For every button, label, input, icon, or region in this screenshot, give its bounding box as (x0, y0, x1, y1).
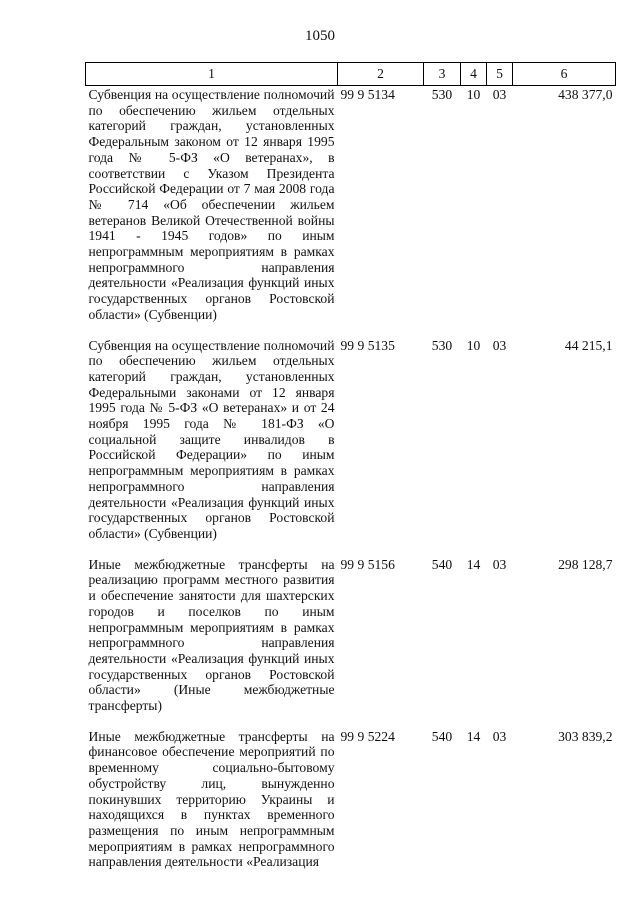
table-header-row (86, 63, 616, 86)
row-subsection: 03 (492, 728, 507, 744)
column-header-2: 2 (338, 63, 424, 86)
table-row (86, 556, 616, 728)
row-description: Субвенция на осуществление полномочий по обеспечению жильем отдельных категорий граждан, установленных Федеральным законом от 12 января 1995 года № 5-ФЗ «О ветеранах», в соответствии с Указом Президента Российской Федерации от 7 мая 2008 года № 714 «Об обеспечении жильем ветеранов Великой Отечественной войны 1941 - 1945 годов» по иным непрограммным мероприятиям в рамках непрограммного направления деятельности «Реализация функций иных государственных органов Ростовской области» (Субвенции) (88, 87, 335, 322)
row-section: 14 (466, 728, 481, 744)
page-number: 1050 (305, 28, 335, 44)
row-target-code: 99 9 5156 (340, 556, 395, 572)
column-header-1: 1 (86, 63, 338, 86)
budget-table (85, 62, 616, 884)
row-target-code: 99 9 5135 (340, 337, 395, 353)
row-description: Субвенция на осуществление полномочий по обеспечению жильем отдельных категорий граждан, установленных Федеральными законами от 12 января 1995 года № 5-ФЗ «О ветеранах» и от 24 ноября 1995 года № 181-ФЗ «О социальной защите инвалидов в Российской Федерации» по иным непрограммным мероприятиям в рамках непрограммного направления деятельности «Реализация функций иных государственных органов Ростовской области» (Субвенции) (88, 337, 335, 541)
row-amount: 44 215,1 (564, 337, 613, 353)
row-section: 10 (466, 337, 481, 353)
row-amount: 298 128,7 (558, 556, 613, 572)
table-row (86, 728, 616, 884)
row-amount: 438 377,0 (558, 87, 613, 102)
column-header-3: 3 (424, 63, 461, 86)
column-header-5: 5 (487, 63, 513, 86)
row-description: Иные межбюджетные трансферты на реализацию программ местного развития и обеспечение занятости для шахтерских городов и поселков по иным непрограммным мероприятиям в рамках непрограммного направления деятельности «Реализация функций иных государственных органов Ростовской области» (Иные межбюджетные трансферты) (88, 556, 335, 714)
table-row (86, 337, 616, 556)
row-target-code: 99 9 5134 (340, 87, 395, 102)
row-amount: 303 839,2 (558, 728, 613, 744)
row-target-code: 99 9 5224 (340, 728, 395, 744)
column-header-4: 4 (461, 63, 487, 86)
row-subsection: 03 (492, 337, 507, 353)
row-section: 14 (466, 556, 481, 572)
row-expense-type: 540 (431, 728, 453, 744)
row-section: 10 (466, 87, 481, 102)
row-subsection: 03 (492, 87, 507, 102)
table-row (86, 86, 616, 337)
column-header-6: 6 (513, 63, 616, 86)
row-expense-type: 540 (431, 556, 453, 572)
row-expense-type: 530 (431, 87, 453, 102)
row-description: Иные межбюджетные трансферты на финансовое обеспечение мероприятий по временному социально-бытовому обустройству лиц, вынужденно покинувших территорию Украины и находящихся в пунктах временного размещения по иным непрограммным мероприятиям в рамках непрограммного направления деятельности «Реализация (88, 728, 335, 870)
row-subsection: 03 (492, 556, 507, 572)
row-expense-type: 530 (431, 337, 453, 353)
